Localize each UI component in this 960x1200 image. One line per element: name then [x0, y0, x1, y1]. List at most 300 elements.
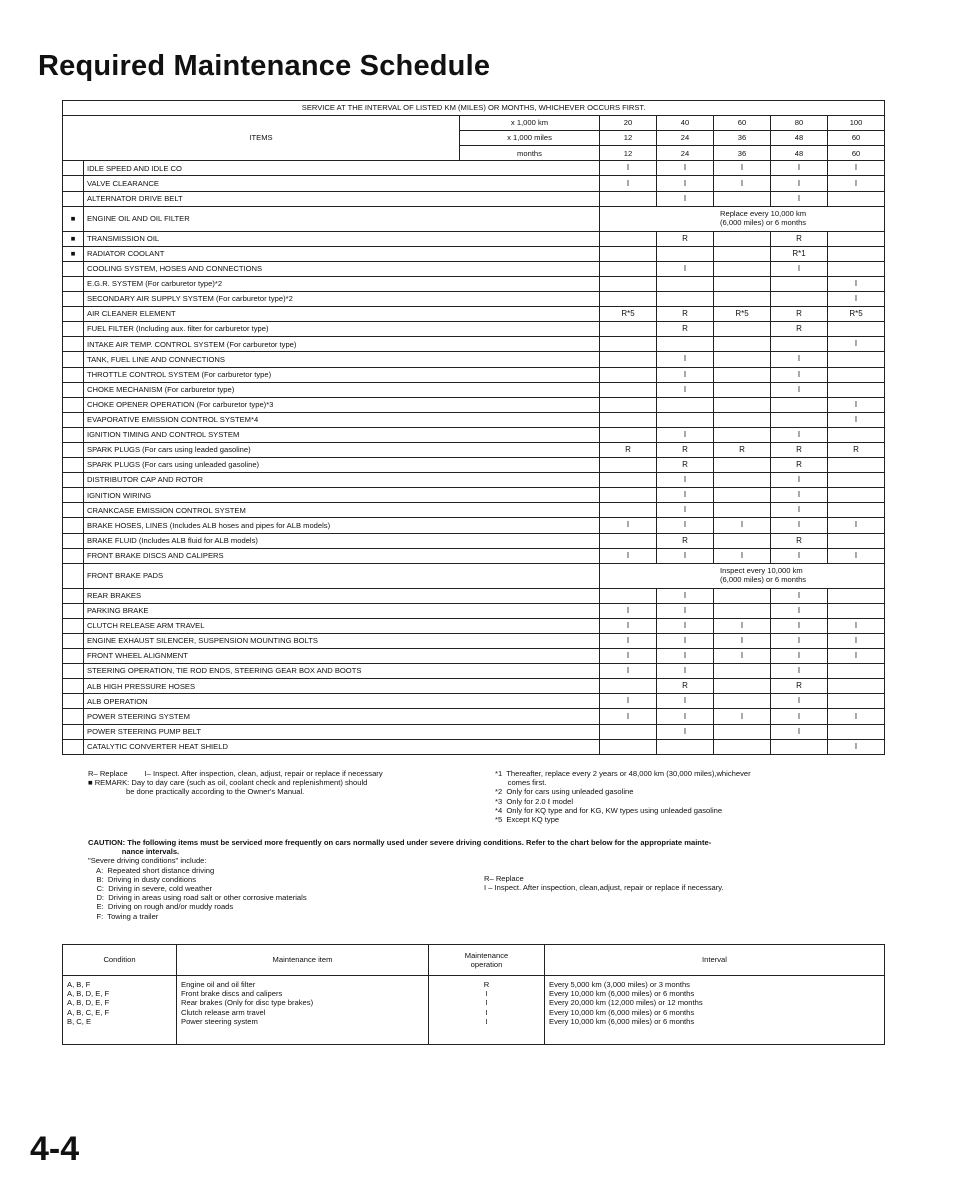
- page-title: Required Maintenance Schedule: [38, 50, 491, 82]
- page-number: 4-4: [30, 1130, 80, 1168]
- interval-mark: I: [771, 427, 828, 442]
- interval-mark: I: [714, 709, 771, 724]
- interval-mark: I: [771, 724, 828, 739]
- bullet-cell: [63, 739, 84, 754]
- interval-mark: I: [657, 649, 714, 664]
- interval-mark: I: [714, 518, 771, 533]
- schedule-heading: SERVICE AT THE INTERVAL OF LISTED KM (MILES) OR MONTHS, WHICHEVER OCCURS FIRST.: [63, 101, 885, 116]
- interval-mark: [771, 292, 828, 307]
- interval-mark: I: [828, 634, 885, 649]
- interval-mark: [714, 276, 771, 291]
- bullet-cell: [63, 307, 84, 322]
- interval-mark: R*5: [600, 307, 657, 322]
- item-name: SECONDARY AIR SUPPLY SYSTEM (For carburetor type)*2: [84, 292, 600, 307]
- item-name: POWER STEERING SYSTEM: [84, 709, 600, 724]
- schedule-row: [63, 694, 885, 709]
- item-name: VALVE CLEARANCE: [84, 176, 600, 191]
- item-name: EVAPORATIVE EMISSION CONTROL SYSTEM*4: [84, 412, 600, 427]
- item-name: ENGINE EXHAUST SILENCER, SUSPENSION MOUNTING BOLTS: [84, 634, 600, 649]
- interval-mark: I: [771, 618, 828, 633]
- bullet-cell: [63, 161, 84, 176]
- schedule-row: [63, 548, 885, 563]
- bullet-cell: [63, 397, 84, 412]
- item-name: ENGINE OIL AND OIL FILTER: [84, 206, 600, 231]
- interval-mark: I: [600, 161, 657, 176]
- interval-mark: [771, 397, 828, 412]
- interval-mark: I: [714, 634, 771, 649]
- interval-mark: R: [657, 458, 714, 473]
- interval-mark: [714, 352, 771, 367]
- schedule-row: [63, 191, 885, 206]
- interval-mark: [714, 588, 771, 603]
- interval-mark: I: [657, 664, 714, 679]
- interval-mark: [714, 322, 771, 337]
- interval-mark: [714, 246, 771, 261]
- schedule-row: [63, 709, 885, 724]
- interval-mark: [600, 412, 657, 427]
- header-condition: Condition: [63, 945, 177, 976]
- interval-mark: [828, 231, 885, 246]
- bullet-cell: [63, 503, 84, 518]
- interval-mark: [828, 724, 885, 739]
- interval-mark: [714, 292, 771, 307]
- interval-mark: I: [771, 603, 828, 618]
- header-operation: Maintenance operation: [429, 945, 545, 976]
- interval-mark: R: [657, 307, 714, 322]
- interval-mark: [714, 397, 771, 412]
- interval-mark: [828, 352, 885, 367]
- bullet-cell: [63, 679, 84, 694]
- interval-mark: I: [657, 191, 714, 206]
- interval-mark: [714, 503, 771, 518]
- interval-mark: [714, 412, 771, 427]
- interval-mark: R: [771, 679, 828, 694]
- interval-mark: [600, 322, 657, 337]
- interval-mark: I: [828, 337, 885, 352]
- miles-cell: 24: [657, 131, 714, 146]
- interval-mark: I: [771, 191, 828, 206]
- header-interval: Interval: [545, 945, 885, 976]
- interval-mark: I: [600, 548, 657, 563]
- interval-mark: I: [771, 709, 828, 724]
- interval-mark: I: [600, 709, 657, 724]
- intervals-cell: Every 5,000 km (3,000 miles) or 3 months Every 10,000 km (6,000 miles) or 6 months Every 20,000 km (12,000 miles) or 12 months Every 10,000 km (6,000 miles) or 6 months Every 10,000 km (6,000 miles) or 6 months: [545, 976, 885, 1045]
- interval-mark: I: [657, 367, 714, 382]
- km-cell: 60: [714, 116, 771, 131]
- item-name: FUEL FILTER (Including aux. filter for carburetor type): [84, 322, 600, 337]
- interval-mark: [600, 337, 657, 352]
- interval-mark: [600, 533, 657, 548]
- item-name: IGNITION TIMING AND CONTROL SYSTEM: [84, 427, 600, 442]
- severe-legend: R– Replace I – Inspect. After inspection, clean,adjust, repair or replace if necessary.: [484, 874, 724, 893]
- interval-mark: [600, 246, 657, 261]
- interval-mark: I: [771, 518, 828, 533]
- interval-mark: [600, 191, 657, 206]
- header-maintenance-item: Maintenance item: [177, 945, 429, 976]
- bullet-cell: [63, 709, 84, 724]
- interval-mark: I: [657, 724, 714, 739]
- interval-mark: [714, 473, 771, 488]
- schedule-row: [63, 292, 885, 307]
- schedule-row: [63, 563, 885, 588]
- interval-mark: I: [657, 488, 714, 503]
- interval-mark: I: [657, 261, 714, 276]
- maintenance-schedule-table: [62, 100, 885, 755]
- interval-mark: I: [771, 548, 828, 563]
- interval-mark: [600, 458, 657, 473]
- interval-mark: I: [657, 382, 714, 397]
- schedule-row: [63, 664, 885, 679]
- bullet-cell: [63, 191, 84, 206]
- interval-mark: I: [600, 518, 657, 533]
- interval-mark: [714, 603, 771, 618]
- bullet-cell: [63, 337, 84, 352]
- schedule-row: [63, 503, 885, 518]
- interval-mark: I: [828, 412, 885, 427]
- interval-mark: R: [771, 307, 828, 322]
- interval-mark: [600, 231, 657, 246]
- interval-mark: [771, 412, 828, 427]
- interval-mark: [714, 488, 771, 503]
- interval-mark: I: [657, 603, 714, 618]
- km-cell: 100: [828, 116, 885, 131]
- interval-mark: [600, 588, 657, 603]
- schedule-row: [63, 603, 885, 618]
- item-name: IDLE SPEED AND IDLE CO: [84, 161, 600, 176]
- interval-mark: [828, 458, 885, 473]
- item-name: BRAKE HOSES, LINES (Includes ALB hoses and pipes for ALB models): [84, 518, 600, 533]
- miles-cell: 12: [600, 131, 657, 146]
- interval-mark: R: [657, 442, 714, 457]
- interval-mark: I: [657, 503, 714, 518]
- item-name: DISTRIBUTOR CAP AND ROTOR: [84, 473, 600, 488]
- interval-mark: R: [771, 322, 828, 337]
- interval-mark: I: [657, 161, 714, 176]
- interval-mark: I: [600, 664, 657, 679]
- schedule-row: [63, 458, 885, 473]
- miles-cell: 60: [828, 131, 885, 146]
- interval-mark: R: [657, 231, 714, 246]
- interval-mark: R: [771, 231, 828, 246]
- bullet-cell: ■: [63, 231, 84, 246]
- interval-mark: [600, 473, 657, 488]
- interval-mark: R: [657, 679, 714, 694]
- bullet-cell: ■: [63, 206, 84, 231]
- interval-mark: [600, 352, 657, 367]
- interval-mark: [771, 739, 828, 754]
- footnotes: *1 Thereafter, replace every 2 years or 48,000 km (30,000 miles),whichever comes first. *2 Only for cars using unleaded gasoline *3 Only for 2.0 ℓ model *4 Only for KQ type and for KG, KW types using unleaded gasoline *5 Except KQ type: [495, 769, 751, 825]
- km-cell: 40: [657, 116, 714, 131]
- interval-mark: I: [771, 588, 828, 603]
- bullet-cell: [63, 427, 84, 442]
- bullet-cell: [63, 634, 84, 649]
- interval-mark: R: [657, 533, 714, 548]
- interval-mark: R*5: [828, 307, 885, 322]
- interval-mark: I: [771, 473, 828, 488]
- bullet-cell: [63, 458, 84, 473]
- interval-mark: [714, 739, 771, 754]
- interval-mark: [600, 724, 657, 739]
- item-name: COOLING SYSTEM, HOSES AND CONNECTIONS: [84, 261, 600, 276]
- interval-mark: [714, 382, 771, 397]
- interval-mark: I: [771, 634, 828, 649]
- interval-mark: I: [771, 382, 828, 397]
- schedule-row: [63, 261, 885, 276]
- caution-block: [88, 838, 878, 921]
- interval-mark: I: [771, 503, 828, 518]
- interval-mark: R: [771, 458, 828, 473]
- interval-mark: [600, 679, 657, 694]
- item-name: PARKING BRAKE: [84, 603, 600, 618]
- item-name: CATALYTIC CONVERTER HEAT SHIELD: [84, 739, 600, 754]
- unit-miles: x 1,000 miles: [460, 131, 600, 146]
- item-name: STEERING OPERATION, TIE ROD ENDS, STEERING GEAR BOX AND BOOTS: [84, 664, 600, 679]
- interval-mark: [600, 739, 657, 754]
- bullet-cell: [63, 488, 84, 503]
- interval-mark: I: [657, 588, 714, 603]
- bullet-cell: [63, 548, 84, 563]
- interval-mark: [714, 724, 771, 739]
- schedule-row: [63, 337, 885, 352]
- bullet-cell: [63, 694, 84, 709]
- schedule-row: [63, 322, 885, 337]
- item-name: BRAKE FLUID (Includes ALB fluid for ALB models): [84, 533, 600, 548]
- interval-mark: I: [657, 473, 714, 488]
- interval-mark: [657, 292, 714, 307]
- interval-mark: I: [771, 352, 828, 367]
- item-name: SPARK PLUGS (For cars using leaded gasoline): [84, 442, 600, 457]
- schedule-row: [63, 473, 885, 488]
- item-name: THROTTLE CONTROL SYSTEM (For carburetor type): [84, 367, 600, 382]
- bullet-cell: [63, 442, 84, 457]
- interval-mark: I: [828, 397, 885, 412]
- interval-mark: R: [771, 533, 828, 548]
- interval-mark: [828, 261, 885, 276]
- interval-mark: [657, 739, 714, 754]
- interval-mark: [657, 412, 714, 427]
- schedule-row: [63, 161, 885, 176]
- severe-conditions-table: [62, 944, 885, 1045]
- interval-mark: [714, 367, 771, 382]
- schedule-row: [63, 634, 885, 649]
- interval-mark: I: [657, 634, 714, 649]
- km-cell: 80: [771, 116, 828, 131]
- interval-mark: I: [714, 618, 771, 633]
- schedule-row: [63, 206, 885, 231]
- schedule-row: [63, 618, 885, 633]
- schedule-row: [63, 412, 885, 427]
- item-name: ALTERNATOR DRIVE BELT: [84, 191, 600, 206]
- bullet-cell: [63, 352, 84, 367]
- items-cell: Engine oil and oil filter Front brake discs and calipers Rear brakes (Only for disc type brakes) Clutch release arm travel Power steering system: [177, 976, 429, 1045]
- interval-mark: [828, 473, 885, 488]
- interval-mark: I: [828, 618, 885, 633]
- interval-mark: I: [600, 176, 657, 191]
- interval-mark: I: [600, 634, 657, 649]
- bullet-cell: [63, 563, 84, 588]
- schedule-row: [63, 518, 885, 533]
- schedule-row: [63, 397, 885, 412]
- interval-mark: I: [771, 161, 828, 176]
- interval-mark: R*5: [714, 307, 771, 322]
- legend-notes: R– Replace I– Inspect. After inspection, clean, adjust, repair or replace if necessary ■ REMARK: Day to day care (such as oil, coolant check and replenishment) should be done practically according to the Owner's Manual.: [88, 769, 383, 797]
- interval-mark: I: [828, 176, 885, 191]
- interval-mark: I: [771, 488, 828, 503]
- bullet-cell: [63, 367, 84, 382]
- bullet-cell: [63, 176, 84, 191]
- caution-heading: CAUTION: The following items must be serviced more frequently on cars normally used under severe driving conditions. Refer to the chart below for the appropriate mainte- nance intervals.: [88, 838, 712, 857]
- interval-mark: [600, 427, 657, 442]
- bullet-cell: [63, 322, 84, 337]
- schedule-row: [63, 588, 885, 603]
- bullet-cell: [63, 276, 84, 291]
- item-name: RADIATOR COOLANT: [84, 246, 600, 261]
- interval-mark: R: [771, 442, 828, 457]
- interval-mark: R: [600, 442, 657, 457]
- interval-mark: I: [714, 649, 771, 664]
- interval-mark: I: [657, 618, 714, 633]
- bullet-cell: [63, 588, 84, 603]
- interval-mark: [600, 397, 657, 412]
- item-name: CRANKCASE EMISSION CONTROL SYSTEM: [84, 503, 600, 518]
- interval-mark: I: [771, 664, 828, 679]
- interval-mark: I: [828, 649, 885, 664]
- interval-mark: I: [657, 694, 714, 709]
- interval-mark: [771, 276, 828, 291]
- interval-mark: I: [828, 292, 885, 307]
- item-name: REAR BRAKES: [84, 588, 600, 603]
- months-cell: 36: [714, 146, 771, 161]
- interval-mark: [828, 503, 885, 518]
- interval-mark: [657, 337, 714, 352]
- unit-km: x 1,000 km: [460, 116, 600, 131]
- interval-mark: [828, 191, 885, 206]
- interval-mark: [828, 603, 885, 618]
- interval-mark: [657, 276, 714, 291]
- interval-mark: I: [828, 276, 885, 291]
- interval-mark: [828, 488, 885, 503]
- interval-mark: I: [828, 548, 885, 563]
- schedule-row: [63, 724, 885, 739]
- interval-mark: I: [657, 548, 714, 563]
- item-name: IGNITION WIRING: [84, 488, 600, 503]
- bullet-cell: [63, 473, 84, 488]
- schedule-row: [63, 231, 885, 246]
- interval-note: Replace every 10,000 km (6,000 miles) or 6 months: [600, 206, 885, 231]
- item-name: ALB HIGH PRESSURE HOSES: [84, 679, 600, 694]
- interval-mark: R: [657, 322, 714, 337]
- item-name: FRONT BRAKE PADS: [84, 563, 600, 588]
- item-name: SPARK PLUGS (For cars using unleaded gasoline): [84, 458, 600, 473]
- schedule-row: [63, 442, 885, 457]
- interval-mark: [657, 246, 714, 261]
- bullet-cell: [63, 603, 84, 618]
- miles-cell: 48: [771, 131, 828, 146]
- interval-mark: [714, 694, 771, 709]
- interval-mark: [828, 679, 885, 694]
- interval-mark: I: [657, 427, 714, 442]
- interval-mark: I: [600, 618, 657, 633]
- operations-cell: R I I I I: [429, 976, 545, 1045]
- interval-mark: [600, 276, 657, 291]
- interval-mark: I: [714, 161, 771, 176]
- schedule-row: [63, 352, 885, 367]
- interval-mark: R*1: [771, 246, 828, 261]
- bullet-cell: [63, 724, 84, 739]
- interval-mark: I: [714, 548, 771, 563]
- interval-mark: I: [657, 176, 714, 191]
- severe-conditions-list: "Severe driving conditions" include: A: Repeated short distance driving B: Driving in dusty conditions C: Driving in severe, cold weather D: Driving in areas using road salt or other corrosive materials E: Driving on rough and/or muddy roads F: Towing a trailer: [88, 856, 307, 921]
- item-name: TANK, FUEL LINE AND CONNECTIONS: [84, 352, 600, 367]
- item-name: POWER STEERING PUMP BELT: [84, 724, 600, 739]
- interval-mark: [828, 588, 885, 603]
- months-cell: 24: [657, 146, 714, 161]
- schedule-row: [63, 533, 885, 548]
- interval-mark: [714, 231, 771, 246]
- interval-mark: I: [657, 518, 714, 533]
- bullet-cell: [63, 533, 84, 548]
- interval-mark: R: [828, 442, 885, 457]
- conditions-cell: A, B, F A, B, D, E, F A, B, D, E, F A, B, C, E, F B, C, E: [63, 976, 177, 1045]
- interval-mark: I: [771, 176, 828, 191]
- interval-mark: I: [828, 709, 885, 724]
- interval-mark: I: [771, 261, 828, 276]
- months-cell: 48: [771, 146, 828, 161]
- interval-mark: I: [600, 603, 657, 618]
- item-name: FRONT WHEEL ALIGNMENT: [84, 649, 600, 664]
- interval-mark: I: [714, 176, 771, 191]
- bullet-cell: [63, 292, 84, 307]
- interval-mark: [828, 664, 885, 679]
- schedule-row: [63, 427, 885, 442]
- interval-mark: [714, 458, 771, 473]
- interval-mark: [657, 397, 714, 412]
- interval-mark: I: [600, 649, 657, 664]
- interval-mark: [828, 367, 885, 382]
- schedule-row: [63, 488, 885, 503]
- interval-mark: [714, 679, 771, 694]
- interval-mark: [600, 292, 657, 307]
- item-name: INTAKE AIR TEMP. CONTROL SYSTEM (For carburetor type): [84, 337, 600, 352]
- months-cell: 60: [828, 146, 885, 161]
- interval-mark: I: [657, 352, 714, 367]
- km-cell: 20: [600, 116, 657, 131]
- bullet-cell: ■: [63, 246, 84, 261]
- item-name: ALB OPERATION: [84, 694, 600, 709]
- schedule-row: [63, 739, 885, 754]
- interval-mark: [714, 427, 771, 442]
- interval-mark: [714, 533, 771, 548]
- item-name: CHOKE OPENER OPERATION (For carburetor type)*3: [84, 397, 600, 412]
- schedule-row: [63, 307, 885, 322]
- interval-mark: [600, 382, 657, 397]
- item-name: E.G.R. SYSTEM (For carburetor type)*2: [84, 276, 600, 291]
- interval-mark: [600, 367, 657, 382]
- item-name: CLUTCH RELEASE ARM TRAVEL: [84, 618, 600, 633]
- bullet-cell: [63, 649, 84, 664]
- schedule-row: [63, 382, 885, 397]
- interval-mark: I: [771, 367, 828, 382]
- bullet-cell: [63, 261, 84, 276]
- interval-mark: [828, 322, 885, 337]
- interval-note: Inspect every 10,000 km (6,000 miles) or 6 months: [600, 563, 885, 588]
- bullet-cell: [63, 518, 84, 533]
- interval-mark: R: [714, 442, 771, 457]
- miles-cell: 36: [714, 131, 771, 146]
- interval-mark: [600, 261, 657, 276]
- item-name: AIR CLEANER ELEMENT: [84, 307, 600, 322]
- schedule-row: [63, 176, 885, 191]
